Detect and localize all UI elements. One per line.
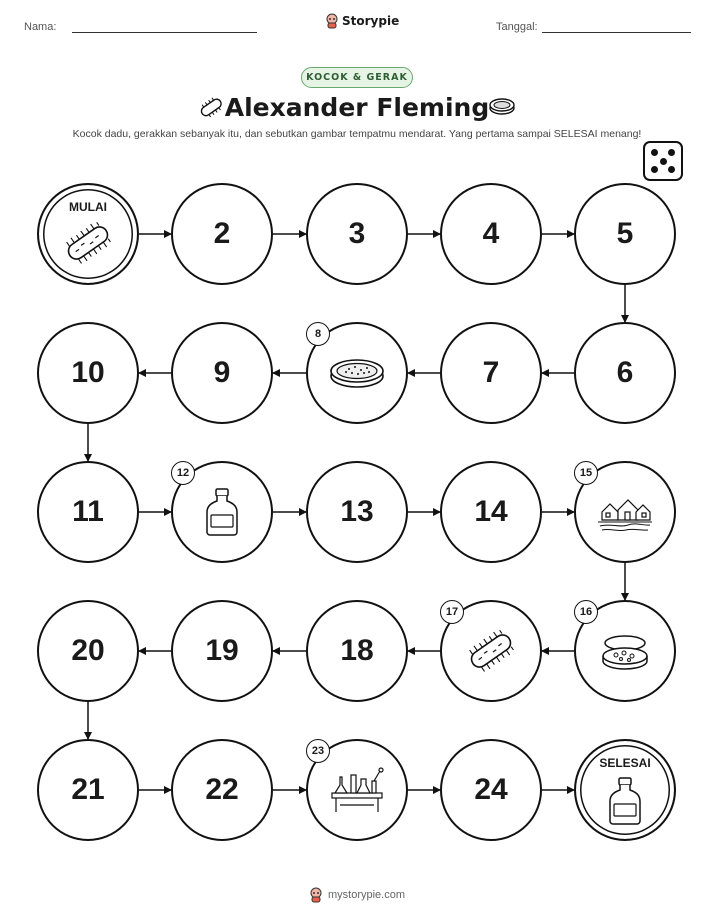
board-cell-11 bbox=[37, 461, 139, 563]
cell-number: 13 bbox=[340, 495, 374, 528]
board-cell-1 bbox=[37, 183, 139, 285]
cell-number-tag: 16 bbox=[574, 600, 598, 624]
cell-number: 10 bbox=[71, 356, 105, 389]
lab-bench-icon bbox=[326, 765, 388, 815]
page-title: Alexander Fleming bbox=[224, 93, 490, 122]
cell-number: 21 bbox=[71, 773, 105, 806]
board-cell-9 bbox=[171, 322, 273, 424]
board-cell-20 bbox=[37, 600, 139, 702]
cell-number-tag: 12 bbox=[171, 461, 195, 485]
name-label: Nama: bbox=[24, 21, 57, 33]
board-cell-19 bbox=[171, 600, 273, 702]
cell-number: 22 bbox=[205, 773, 239, 806]
board-cell-14 bbox=[440, 461, 542, 563]
brand-name: Storypie bbox=[342, 14, 400, 28]
cell-number-tag: 17 bbox=[440, 600, 464, 624]
board-cell-3 bbox=[306, 183, 408, 285]
finish-label: SELESAI bbox=[599, 756, 651, 770]
board-cell-6 bbox=[574, 322, 676, 424]
instructions: Kocok dadu, gerakkan sebanyak itu, dan sebutkan gambar tempatmu mendarat. Yang pertama sampai SELESAI menang! bbox=[72, 128, 642, 140]
board-cell-18 bbox=[306, 600, 408, 702]
cell-number: 9 bbox=[213, 356, 231, 389]
petri-dish-icon bbox=[327, 354, 387, 392]
board-cell-22 bbox=[171, 739, 273, 841]
board-cell-23 bbox=[306, 739, 408, 841]
bacterium-icon bbox=[460, 626, 522, 676]
footer bbox=[0, 887, 714, 903]
board-cell-10 bbox=[37, 322, 139, 424]
cell-number: 24 bbox=[474, 773, 508, 806]
cell-number: 5 bbox=[616, 217, 634, 250]
bacterium-icon bbox=[57, 218, 119, 268]
mascot-icon bbox=[309, 887, 323, 903]
cell-number: 4 bbox=[482, 217, 500, 250]
open-petri-dish-icon bbox=[598, 630, 652, 672]
cell-number: 11 bbox=[72, 495, 104, 528]
activity-badge: KOCOK & GERAK bbox=[301, 67, 413, 88]
cell-number: 14 bbox=[474, 495, 508, 528]
cell-number-tag: 15 bbox=[574, 461, 598, 485]
board-cell-16 bbox=[574, 600, 676, 702]
cell-number: 20 bbox=[71, 634, 105, 667]
footer-url: mystorypie.com bbox=[327, 889, 406, 901]
board-cell-12 bbox=[171, 461, 273, 563]
date-label: Tanggal: bbox=[496, 21, 538, 33]
board-cell-21 bbox=[37, 739, 139, 841]
cell-number: 18 bbox=[340, 634, 374, 667]
farm-village-icon bbox=[596, 490, 654, 534]
cell-number: 19 bbox=[205, 634, 239, 667]
board-cell-5 bbox=[574, 183, 676, 285]
medicine-bottle-icon bbox=[202, 486, 242, 538]
cell-number: 7 bbox=[482, 356, 500, 389]
board-cell-15 bbox=[574, 461, 676, 563]
cell-number-tag: 8 bbox=[306, 322, 330, 346]
medicine-bottle-icon bbox=[605, 775, 645, 827]
board-cell-2 bbox=[171, 183, 273, 285]
cell-number: 2 bbox=[213, 217, 231, 250]
board-cell-8 bbox=[306, 322, 408, 424]
board-cell-24 bbox=[440, 739, 542, 841]
start-label: MULAI bbox=[69, 200, 107, 214]
board-cell-7 bbox=[440, 322, 542, 424]
board-cell-17 bbox=[440, 600, 542, 702]
cell-number: 3 bbox=[348, 217, 366, 250]
cell-number-tag: 23 bbox=[306, 739, 330, 763]
board-cell-13 bbox=[306, 461, 408, 563]
board-cell-4 bbox=[440, 183, 542, 285]
cell-number: 6 bbox=[616, 356, 634, 389]
board-cell-25 bbox=[574, 739, 676, 841]
